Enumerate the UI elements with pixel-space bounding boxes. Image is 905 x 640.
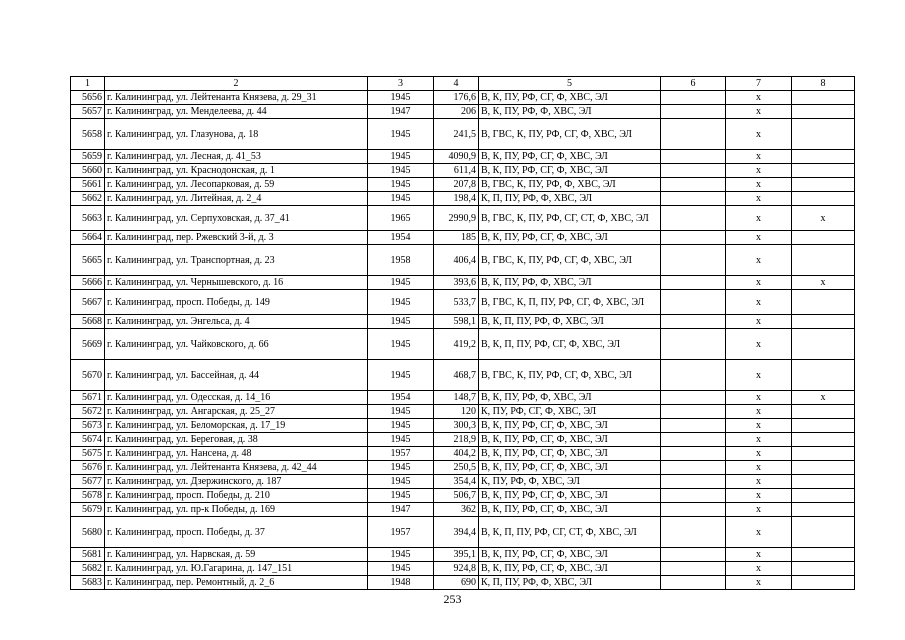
address-cell: г. Калининград, ул. Энгельса, д. 4 (105, 315, 368, 329)
table-row (71, 461, 855, 475)
row-number: 5674 (71, 433, 105, 447)
year-cell: 1945 (368, 360, 434, 391)
year-cell: 1945 (368, 164, 434, 178)
table-row (71, 447, 855, 461)
column-6-cell (661, 150, 726, 164)
services-cell: В, К, ПУ, РФ, СГ, Ф, ХВС, ЭЛ (479, 433, 661, 447)
column-8-mark (792, 245, 855, 276)
address-cell: г. Калининград, ул. Ю.Гагарина, д. 147_151 (105, 562, 368, 576)
row-number: 5668 (71, 315, 105, 329)
year-cell: 1945 (368, 489, 434, 503)
column-7-mark: x (726, 562, 792, 576)
area-cell: 533,7 (434, 290, 479, 315)
table-body (71, 77, 855, 590)
row-number: 5682 (71, 562, 105, 576)
column-7-mark: x (726, 489, 792, 503)
address-cell: г. Калининград, просп. Победы, д. 37 (105, 517, 368, 548)
address-cell: г. Калининград, пер. Ремонтный, д. 2_6 (105, 576, 368, 590)
column-6-cell (661, 206, 726, 231)
row-number: 5670 (71, 360, 105, 391)
column-6-cell (661, 329, 726, 360)
column-8-mark (792, 503, 855, 517)
column-7-mark: x (726, 475, 792, 489)
row-number: 5656 (71, 91, 105, 105)
year-cell: 1945 (368, 475, 434, 489)
column-6-cell (661, 245, 726, 276)
column-6-cell (661, 360, 726, 391)
column-6-cell (661, 475, 726, 489)
column-7-mark: x (726, 360, 792, 391)
area-cell: 468,7 (434, 360, 479, 391)
address-cell: г. Калининград, ул. Лесопарковая, д. 59 (105, 178, 368, 192)
services-cell: К, ПУ, РФ, СГ, Ф, ХВС, ЭЛ (479, 405, 661, 419)
column-7-mark: x (726, 405, 792, 419)
area-cell: 185 (434, 231, 479, 245)
table-row (71, 178, 855, 192)
year-cell: 1945 (368, 548, 434, 562)
column-8-mark (792, 576, 855, 590)
column-6-cell (661, 576, 726, 590)
year-cell: 1957 (368, 447, 434, 461)
column-6-cell (661, 231, 726, 245)
services-cell: В, ГВС, К, ПУ, РФ, СГ, Ф, ХВС, ЭЛ (479, 360, 661, 391)
column-6-cell (661, 405, 726, 419)
address-cell: г. Калининград, ул. Транспортная, д. 23 (105, 245, 368, 276)
column-6-cell (661, 105, 726, 119)
table-row (71, 517, 855, 548)
year-cell: 1954 (368, 391, 434, 405)
address-cell: г. Калининград, ул. Серпуховская, д. 37_41 (105, 206, 368, 231)
area-cell: 393,6 (434, 276, 479, 290)
row-number: 5679 (71, 503, 105, 517)
column-8-mark (792, 105, 855, 119)
column-7-mark: x (726, 391, 792, 405)
row-number: 5663 (71, 206, 105, 231)
table-row (71, 503, 855, 517)
area-cell: 176,6 (434, 91, 479, 105)
year-cell: 1945 (368, 433, 434, 447)
services-cell: В, К, П, ПУ, РФ, СГ, СТ, Ф, ХВС, ЭЛ (479, 517, 661, 548)
column-6-cell (661, 517, 726, 548)
address-cell: г. Калининград, ул. Ангарская, д. 25_27 (105, 405, 368, 419)
column-6-cell (661, 178, 726, 192)
column-7-mark: x (726, 231, 792, 245)
area-cell: 241,5 (434, 119, 479, 150)
row-number: 5669 (71, 329, 105, 360)
row-number: 5672 (71, 405, 105, 419)
address-cell: г. Калининград, ул. Глазунова, д. 18 (105, 119, 368, 150)
year-cell: 1945 (368, 150, 434, 164)
year-cell: 1945 (368, 119, 434, 150)
table-row (71, 150, 855, 164)
page-number: 253 (443, 592, 462, 606)
area-cell: 598,1 (434, 315, 479, 329)
column-7-mark: x (726, 91, 792, 105)
table-row (71, 562, 855, 576)
column-6-cell (661, 461, 726, 475)
table-row (71, 405, 855, 419)
table-row (71, 576, 855, 590)
address-cell: г. Калининград, ул. Чернышевского, д. 16 (105, 276, 368, 290)
services-cell: К, П, ПУ, РФ, Ф, ХВС, ЭЛ (479, 192, 661, 206)
column-8-mark (792, 150, 855, 164)
year-cell: 1945 (368, 178, 434, 192)
services-cell: В, К, ПУ, РФ, Ф, ХВС, ЭЛ (479, 391, 661, 405)
row-number: 5680 (71, 517, 105, 548)
column-6-cell (661, 503, 726, 517)
column-6-cell (661, 419, 726, 433)
year-cell: 1965 (368, 206, 434, 231)
services-cell: В, К, ПУ, РФ, СГ, Ф, ХВС, ЭЛ (479, 461, 661, 475)
year-cell: 1945 (368, 276, 434, 290)
table-row (71, 419, 855, 433)
services-cell: В, ГВС, К, ПУ, РФ, СГ, Ф, ХВС, ЭЛ (479, 119, 661, 150)
table-row (71, 91, 855, 105)
services-cell: В, К, ПУ, РФ, СГ, Ф, ХВС, ЭЛ (479, 164, 661, 178)
column-8-mark: x (792, 206, 855, 231)
row-number: 5675 (71, 447, 105, 461)
column-7-mark: x (726, 447, 792, 461)
column-8-mark (792, 475, 855, 489)
header-cell-8: 8 (792, 77, 855, 91)
area-cell: 120 (434, 405, 479, 419)
column-8-mark (792, 329, 855, 360)
column-7-mark: x (726, 276, 792, 290)
table-row (71, 119, 855, 150)
address-cell: г. Калининград, ул. Нарвская, д. 59 (105, 548, 368, 562)
column-7-mark: x (726, 290, 792, 315)
column-8-mark (792, 548, 855, 562)
services-cell: В, К, ПУ, РФ, СГ, Ф, ХВС, ЭЛ (479, 503, 661, 517)
column-7-mark: x (726, 419, 792, 433)
column-6-cell (661, 290, 726, 315)
table-row (71, 315, 855, 329)
address-cell: г. Калининград, ул. Бассейная, д. 44 (105, 360, 368, 391)
services-cell: В, К, ПУ, РФ, СГ, Ф, ХВС, ЭЛ (479, 231, 661, 245)
column-7-mark: x (726, 206, 792, 231)
area-cell: 404,2 (434, 447, 479, 461)
table-row (71, 433, 855, 447)
column-7-mark: x (726, 245, 792, 276)
year-cell: 1948 (368, 576, 434, 590)
column-8-mark (792, 562, 855, 576)
services-cell: В, К, ПУ, РФ, СГ, Ф, ХВС, ЭЛ (479, 447, 661, 461)
row-number: 5665 (71, 245, 105, 276)
year-cell: 1947 (368, 105, 434, 119)
header-cell-3: 3 (368, 77, 434, 91)
area-cell: 419,2 (434, 329, 479, 360)
table-row (71, 329, 855, 360)
area-cell: 250,5 (434, 461, 479, 475)
address-cell: г. Калининград, ул. пр-к Победы, д. 169 (105, 503, 368, 517)
table-row (71, 164, 855, 178)
header-cell-7: 7 (726, 77, 792, 91)
column-8-mark (792, 461, 855, 475)
area-cell: 4090,9 (434, 150, 479, 164)
column-6-cell (661, 164, 726, 178)
row-number: 5673 (71, 419, 105, 433)
header-cell-1: 1 (71, 77, 105, 91)
column-6-cell (661, 276, 726, 290)
column-6-cell (661, 489, 726, 503)
services-cell: В, ГВС, К, ПУ, РФ, Ф, ХВС, ЭЛ (479, 178, 661, 192)
table-row (71, 489, 855, 503)
column-8-mark (792, 360, 855, 391)
column-7-mark: x (726, 503, 792, 517)
column-8-mark (792, 447, 855, 461)
column-8-mark (792, 178, 855, 192)
table-row (71, 290, 855, 315)
column-6-cell (661, 315, 726, 329)
address-cell: г. Калининград, ул. Лейтенанта Князева, д. 42_44 (105, 461, 368, 475)
area-cell: 218,9 (434, 433, 479, 447)
column-6-cell (661, 447, 726, 461)
column-8-mark (792, 433, 855, 447)
address-cell: г. Калининград, ул. Менделеева, д. 44 (105, 105, 368, 119)
column-8-mark (792, 91, 855, 105)
services-cell: К, ПУ, РФ, Ф, ХВС, ЭЛ (479, 475, 661, 489)
column-8-mark (792, 517, 855, 548)
address-cell: г. Калининград, ул. Лесная, д. 41_53 (105, 150, 368, 164)
address-cell: г. Калининград, просп. Победы, д. 210 (105, 489, 368, 503)
header-cell-2: 2 (105, 77, 368, 91)
area-cell: 924,8 (434, 562, 479, 576)
column-6-cell (661, 391, 726, 405)
address-cell: г. Калининград, ул. Одесская, д. 14_16 (105, 391, 368, 405)
services-cell: К, П, ПУ, РФ, Ф, ХВС, ЭЛ (479, 576, 661, 590)
row-number: 5681 (71, 548, 105, 562)
column-8-mark (792, 315, 855, 329)
year-cell: 1958 (368, 245, 434, 276)
services-cell: В, К, ПУ, РФ, СГ, Ф, ХВС, ЭЛ (479, 562, 661, 576)
column-8-mark (792, 119, 855, 150)
address-cell: г. Калининград, ул. Дзержинского, д. 187 (105, 475, 368, 489)
address-cell: г. Калининград, ул. Литейная, д. 2_4 (105, 192, 368, 206)
row-number: 5676 (71, 461, 105, 475)
services-cell: В, К, ПУ, РФ, СГ, Ф, ХВС, ЭЛ (479, 548, 661, 562)
year-cell: 1945 (368, 461, 434, 475)
column-8-mark: x (792, 391, 855, 405)
services-cell: В, ГВС, К, П, ПУ, РФ, СГ, Ф, ХВС, ЭЛ (479, 290, 661, 315)
services-cell: В, К, ПУ, РФ, Ф, ХВС, ЭЛ (479, 276, 661, 290)
column-6-cell (661, 548, 726, 562)
column-7-mark: x (726, 461, 792, 475)
address-cell: г. Калининград, ул. Лейтенанта Князева, д. 29_31 (105, 91, 368, 105)
services-cell: В, К, П, ПУ, РФ, СГ, Ф, ХВС, ЭЛ (479, 329, 661, 360)
area-cell: 198,4 (434, 192, 479, 206)
column-7-mark: x (726, 105, 792, 119)
table-row (71, 245, 855, 276)
year-cell: 1945 (368, 405, 434, 419)
column-7-mark: x (726, 192, 792, 206)
row-number: 5678 (71, 489, 105, 503)
header-cell-5: 5 (479, 77, 661, 91)
column-7-mark: x (726, 119, 792, 150)
area-cell: 506,7 (434, 489, 479, 503)
year-cell: 1954 (368, 231, 434, 245)
table-row (71, 276, 855, 290)
column-7-mark: x (726, 315, 792, 329)
column-7-mark: x (726, 576, 792, 590)
column-8-mark (792, 192, 855, 206)
table-row (71, 105, 855, 119)
address-cell: г. Калининград, ул. Чайковского, д. 66 (105, 329, 368, 360)
year-cell: 1945 (368, 290, 434, 315)
services-cell: В, К, ПУ, РФ, Ф, ХВС, ЭЛ (479, 105, 661, 119)
column-8-mark (792, 489, 855, 503)
row-number: 5659 (71, 150, 105, 164)
area-cell: 611,4 (434, 164, 479, 178)
address-cell: г. Калининград, пер. Ржевский 3-й, д. 3 (105, 231, 368, 245)
area-cell: 2990,9 (434, 206, 479, 231)
area-cell: 206 (434, 105, 479, 119)
column-6-cell (661, 192, 726, 206)
row-number: 5677 (71, 475, 105, 489)
year-cell: 1947 (368, 503, 434, 517)
column-6-cell (661, 562, 726, 576)
year-cell: 1945 (368, 562, 434, 576)
column-7-mark: x (726, 329, 792, 360)
area-cell: 394,4 (434, 517, 479, 548)
table-row (71, 192, 855, 206)
services-cell: В, К, ПУ, РФ, СГ, Ф, ХВС, ЭЛ (479, 150, 661, 164)
column-8-mark (792, 231, 855, 245)
services-cell: В, ГВС, К, ПУ, РФ, СГ, СТ, Ф, ХВС, ЭЛ (479, 206, 661, 231)
table-row (71, 548, 855, 562)
area-cell: 148,7 (434, 391, 479, 405)
year-cell: 1945 (368, 91, 434, 105)
table-row (71, 475, 855, 489)
address-cell: г. Калининград, ул. Краснодонская, д. 1 (105, 164, 368, 178)
area-cell: 690 (434, 576, 479, 590)
services-cell: В, К, П, ПУ, РФ, Ф, ХВС, ЭЛ (479, 315, 661, 329)
services-cell: В, К, ПУ, РФ, СГ, Ф, ХВС, ЭЛ (479, 419, 661, 433)
services-cell: В, ГВС, К, ПУ, РФ, СГ, Ф, ХВС, ЭЛ (479, 245, 661, 276)
row-number: 5662 (71, 192, 105, 206)
address-cell: г. Калининград, просп. Победы, д. 149 (105, 290, 368, 315)
row-number: 5660 (71, 164, 105, 178)
services-cell: В, К, ПУ, РФ, СГ, Ф, ХВС, ЭЛ (479, 489, 661, 503)
year-cell: 1945 (368, 419, 434, 433)
area-cell: 395,1 (434, 548, 479, 562)
row-number: 5657 (71, 105, 105, 119)
area-cell: 300,3 (434, 419, 479, 433)
column-7-mark: x (726, 433, 792, 447)
column-7-mark: x (726, 548, 792, 562)
column-7-mark: x (726, 178, 792, 192)
row-number: 5666 (71, 276, 105, 290)
row-number: 5671 (71, 391, 105, 405)
housing-register-table (70, 76, 855, 590)
year-cell: 1945 (368, 192, 434, 206)
header-row (71, 77, 855, 91)
area-cell: 207,8 (434, 178, 479, 192)
column-8-mark (792, 290, 855, 315)
address-cell: г. Калининград, ул. Беломорская, д. 17_19 (105, 419, 368, 433)
column-7-mark: x (726, 164, 792, 178)
column-8-mark (792, 405, 855, 419)
row-number: 5661 (71, 178, 105, 192)
column-8-mark (792, 419, 855, 433)
row-number: 5658 (71, 119, 105, 150)
table-row (71, 206, 855, 231)
row-number: 5664 (71, 231, 105, 245)
table-row (71, 391, 855, 405)
row-number: 5667 (71, 290, 105, 315)
column-6-cell (661, 433, 726, 447)
address-cell: г. Калининград, ул. Нансена, д. 48 (105, 447, 368, 461)
header-cell-4: 4 (434, 77, 479, 91)
column-7-mark: x (726, 150, 792, 164)
row-number: 5683 (71, 576, 105, 590)
table-row (71, 231, 855, 245)
services-cell: В, К, ПУ, РФ, СГ, Ф, ХВС, ЭЛ (479, 91, 661, 105)
table-row (71, 360, 855, 391)
area-cell: 362 (434, 503, 479, 517)
column-6-cell (661, 119, 726, 150)
address-cell: г. Калининград, ул. Береговая, д. 38 (105, 433, 368, 447)
column-6-cell (661, 91, 726, 105)
year-cell: 1945 (368, 315, 434, 329)
year-cell: 1945 (368, 329, 434, 360)
area-cell: 406,4 (434, 245, 479, 276)
column-7-mark: x (726, 517, 792, 548)
year-cell: 1957 (368, 517, 434, 548)
column-8-mark: x (792, 276, 855, 290)
column-8-mark (792, 164, 855, 178)
header-cell-6: 6 (661, 77, 726, 91)
area-cell: 354,4 (434, 475, 479, 489)
